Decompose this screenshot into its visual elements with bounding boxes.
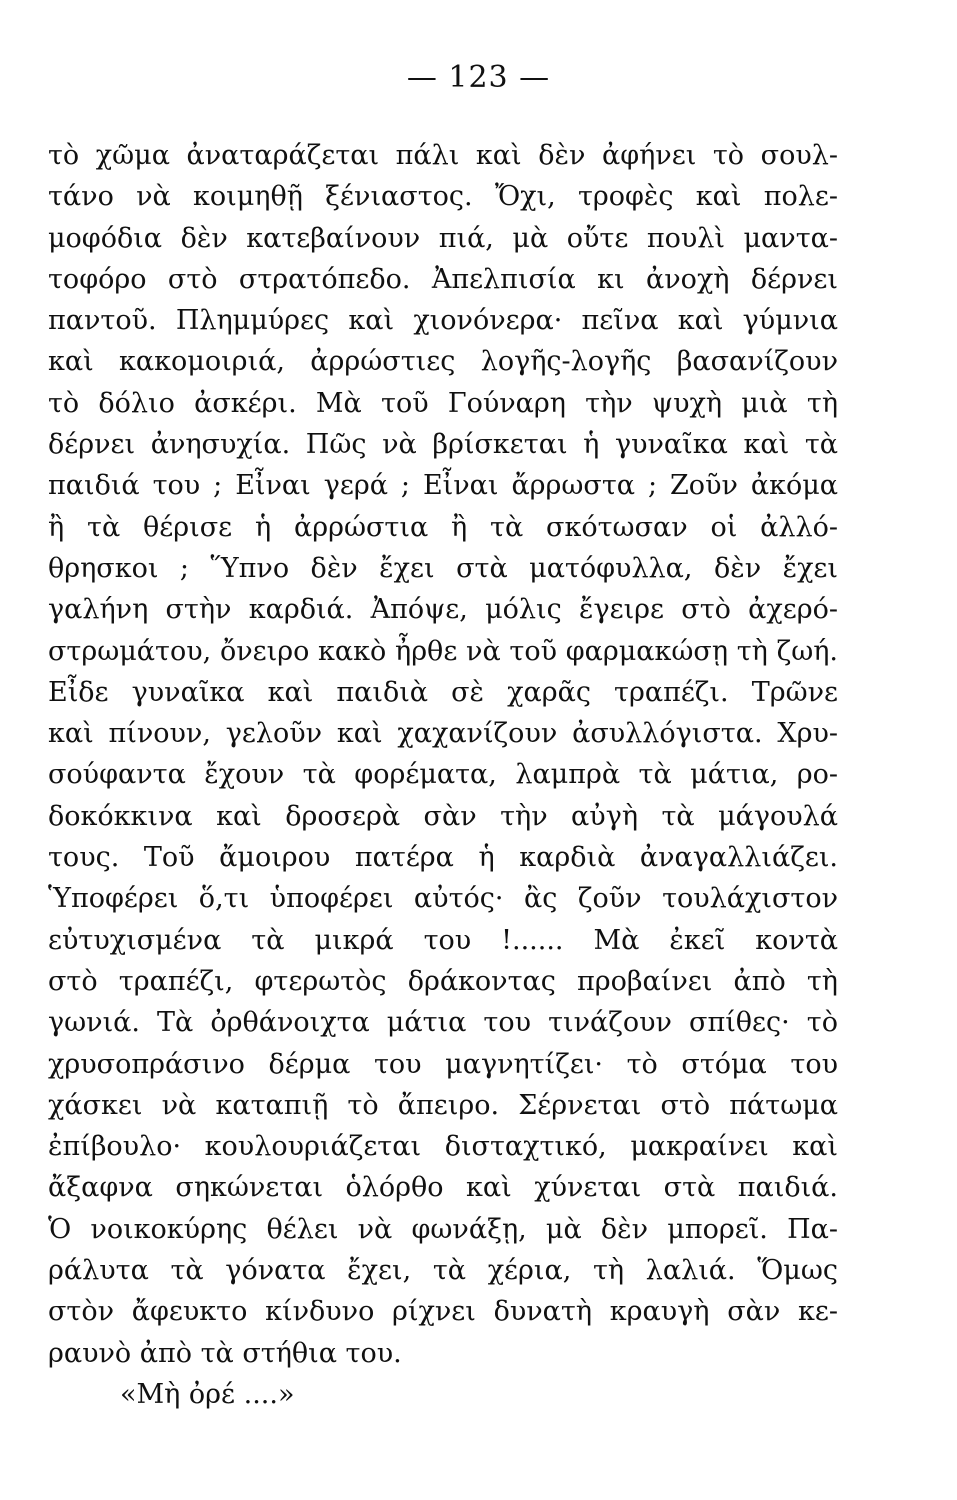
text-line-31: «Μὴ ὀρέ ....» (120, 1378, 295, 1410)
text-line-17: δοκόκκινα καὶ δροσερὰ σὰν τὴν αὐγὴ τὰ μάγουλά (48, 800, 838, 832)
text-line-3: μοφόδια δὲν κατεβαίνουν πιά, μὰ οὔτε πουλὶ μαντα- (48, 222, 838, 254)
text-line-8: δέρνει ἀνησυχία. Πῶς νὰ βρίσκεται ἡ γυναῖκα καὶ τὰ (48, 429, 838, 461)
text-line-30: ραυνὸ ἀπὸ τὰ στήθια του. (48, 1337, 402, 1369)
text-line-23: χρυσοπράσινο δέρμα του μαγνητίζει· τὸ στόμα του (48, 1048, 838, 1080)
text-line-13: στρωμάτου, ὄνειρο κακὸ ἦρθε νὰ τοῦ φαρμακώσῃ τὴ ζωή. (48, 635, 838, 667)
text-line-9: παιδιά του ; Εἶναι γερά ; Εἶναι ἄρρωστα ; Ζοῦν ἀκόμα (48, 470, 838, 502)
text-line-21: στὸ τραπέζι, φτερωτὸς δράκοντας προβαίνει ἀπὸ τὴ (48, 965, 838, 997)
text-line-2: τάνο νὰ κοιμηθῇ ξένιαστος. Ὄχι, τροφὲς καὶ πολε- (48, 181, 838, 213)
text-line-12: γαλήνη στὴν καρδιά. Ἀπόψε, μόλις ἔγειρε στὸ ἀχερό- (48, 594, 838, 626)
text-line-28: ράλυτα τὰ γόνατα ἔχει, τὰ χέρια, τὴ λαλιά. Ὅμως (48, 1255, 838, 1287)
text-line-24: χάσκει νὰ καταπιῇ τὸ ἄπειρο. Σέρνεται στὸ πάτωμα (48, 1089, 838, 1121)
text-line-10: ἢ τὰ θέρισε ἡ ἀρρώστια ἢ τὰ σκότωσαν οἱ ἀλλό- (48, 511, 838, 543)
text-line-15: καὶ πίνουν, γελοῦν καὶ χαχανίζουν ἀσυλλόγιστα. Χρυ- (48, 718, 838, 750)
text-line-26: ἄξαφνα σηκώνεται ὁλόρθο καὶ χύνεται στὰ παιδιά. (48, 1172, 838, 1204)
text-line-29: στὸν ἄφευκτο κίνδυνο ρίχνει δυνατὴ κραυγὴ σὰν κε- (48, 1296, 838, 1328)
text-line-6: καὶ κακομοιριά, ἀρρώστιες λογῆς-λογῆς βασανίζουν (48, 346, 838, 378)
text-line-11: θρησκοι ; Ὕπνο δὲν ἔχει στὰ ματόφυλλα, δὲν ἔχει (48, 552, 838, 584)
text-line-27: Ὁ νοικοκύρης θέλει νὰ φωνάξῃ, μὰ δὲν μπορεῖ. Πα- (48, 1213, 838, 1245)
body-text (48, 135, 838, 1415)
page-number: — 123 — (406, 60, 551, 95)
text-line-25: ἐπίβουλο· κουλουριάζεται δισταχτικό, μακραίνει καὶ (48, 1131, 838, 1163)
text-line-14: Εἶδε γυναῖκα καὶ παιδιὰ σὲ χαρᾶς τραπέζι. Τρῶνε (48, 676, 838, 708)
text-line-16: σούφαντα ἔχουν τὰ φορέματα, λαμπρὰ τὰ μάτια, ρο- (48, 759, 838, 791)
text-line-18: τους. Τοῦ ἄμοιρου πατέρα ἡ καρδιὰ ἀναγαλλιάζει. (48, 842, 838, 874)
text-line-1: τὸ χῶμα ἀναταράζεται πάλι καὶ δὲν ἀφήνει τὸ σουλ- (48, 140, 838, 171)
text-line-7: τὸ δόλιο ἀσκέρι. Μὰ τοῦ Γούναρη τὴν ψυχὴ μιὰ τὴ (48, 387, 838, 419)
text-line-5: παντοῦ. Πλημμύρες καὶ χιονόνερα· πεῖνα καὶ γύμνια (48, 305, 838, 337)
text-line-4: τοφόρο στὸ στρατόπεδο. Ἀπελπισία κι ἀνοχὴ δέρνει (48, 263, 838, 295)
text-line-19: Ὑποφέρει ὅ,τι ὑποφέρει αὐτός· ἂς ζοῦν τουλάχιστον (48, 883, 838, 915)
text-line-22: γωνιά. Τὰ ὀρθάνοιχτα μάτια του τινάζουν σπίθες· τὸ (48, 1007, 838, 1039)
text-line-20: εὐτυχισμένα τὰ μικρά του !...... Μὰ ἐκεῖ κοντὰ (48, 924, 838, 956)
